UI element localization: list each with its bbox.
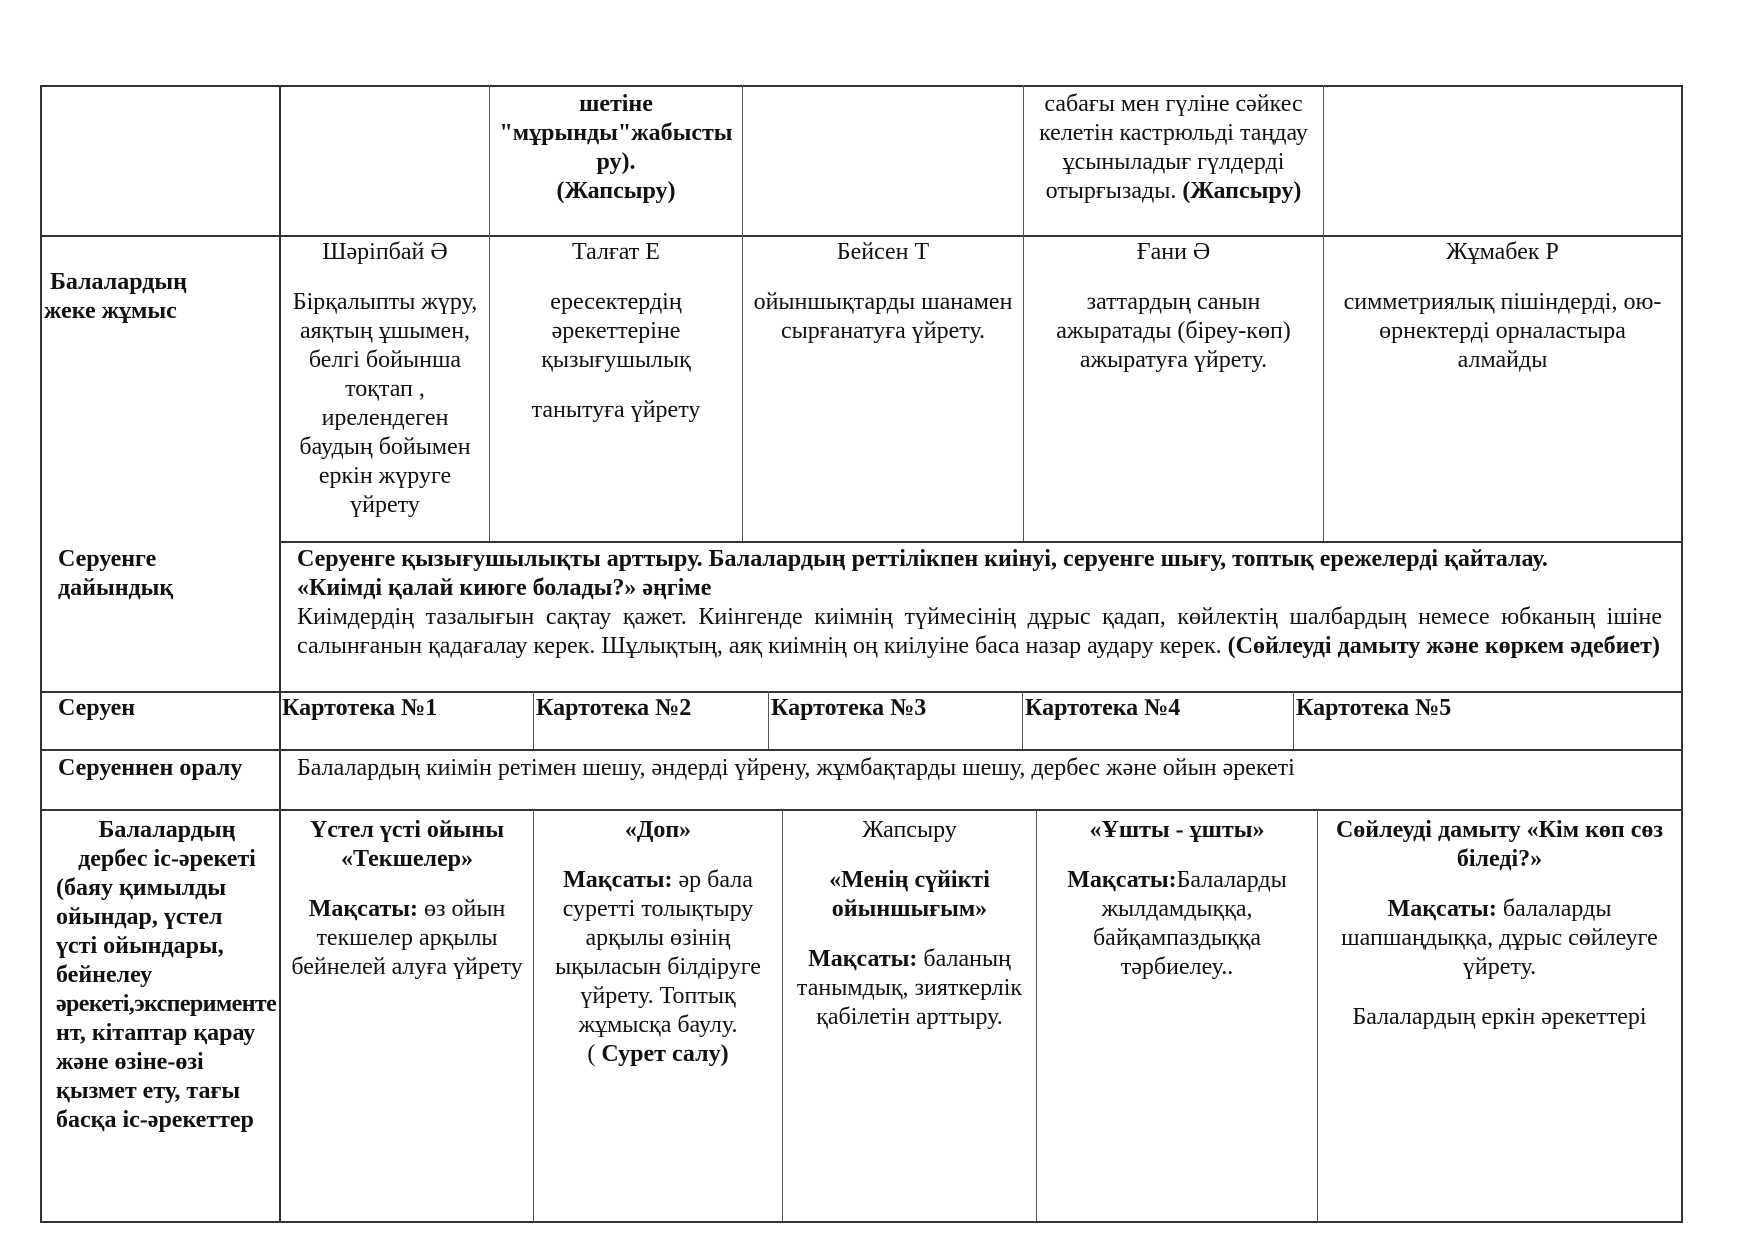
text-line: тоқтап , <box>345 376 425 402</box>
text-bold: (Жапсыру) <box>1182 178 1302 204</box>
label-line: ойындар, үстел <box>56 904 223 930</box>
goal-line: үйрету. Топтық <box>580 983 736 1009</box>
activity-subtitle <box>783 866 1036 924</box>
subtitle-line: «Менің сүйікті <box>829 867 990 893</box>
text-line: ұсыныладығ гүлдерді <box>1062 149 1285 175</box>
activity-col-1 <box>281 816 533 982</box>
text-line: сырғанатуға үйрету. <box>780 318 986 344</box>
walk-divider-2 <box>768 691 769 749</box>
text-line: танытуға үйрету <box>531 397 701 423</box>
activity-col-3 <box>783 816 1036 1032</box>
prep-content <box>297 545 1662 661</box>
child-name: Ғани Ә <box>1136 239 1211 265</box>
activity-title: «Текшелер» <box>341 846 473 872</box>
goal-line: шапшаңдыққа, дұрыс сөйлеуге <box>1341 925 1658 951</box>
text-line: сабағы мен гүліне сәйкес <box>1044 91 1303 117</box>
goal-line: бейнелей алуға үйрету <box>291 954 523 980</box>
goal-label: Мақсаты: <box>1067 867 1177 893</box>
goal-line: жылдамдыққа, <box>1101 896 1253 922</box>
row1-col2-cell <box>490 90 742 206</box>
card-link-2[interactable]: Картотека №2 <box>536 695 692 721</box>
return-text: Балалардың киімін ретімен шешу, әндерді үйрену, жұмбақтарды шешу, дербес және ойын әрекеті <box>297 755 1295 781</box>
label-line: нт, кітаптар қарау <box>56 1020 256 1046</box>
text-line: (Жапсыру) <box>556 178 676 204</box>
goal-label: Мақсаты: <box>563 867 673 893</box>
child-name: Талғат Е <box>572 239 660 265</box>
text-line: үйрету <box>350 492 420 518</box>
goal-line <box>1318 895 1681 924</box>
activity-title: Сөйлеуді дамыту «Кім көп сөз <box>1335 817 1664 843</box>
text-line: белгі бойынша <box>308 347 462 373</box>
child-name: Бейсен Т <box>836 239 930 265</box>
goal-label: Мақсаты: <box>808 946 918 972</box>
goal-line <box>783 945 1036 974</box>
activity-col-4 <box>1037 816 1317 982</box>
goal-text: Балаларды <box>1176 867 1287 893</box>
goal-line: қабілетін арттыру. <box>816 1004 1003 1030</box>
text-line: ирелендеген <box>321 405 449 431</box>
label-line: Балалардың <box>50 269 187 295</box>
label-line: және өзіне-өзі <box>56 1049 204 1075</box>
goal-line: жұмысқа баулу. <box>578 1012 738 1038</box>
prep-body-bold: (Сөйлеуді дамыту және көркем әдебиет) <box>1227 633 1660 659</box>
free-activity: Балалардың еркін әрекеттері <box>1352 1004 1647 1030</box>
label-line: дербес іс-әрекеті <box>78 846 256 872</box>
goal-line: текшелер арқылы <box>316 925 498 951</box>
text-line: ересектердің <box>550 289 682 315</box>
row-divider-2 <box>280 541 1683 543</box>
row1-col4-cell <box>1024 90 1323 206</box>
row-divider-1 <box>40 235 1683 237</box>
activity-col-2 <box>534 816 782 1069</box>
goal-line: арқылы өзінің <box>585 925 731 951</box>
goal-line: танымдық, зияткерлік <box>796 975 1023 1001</box>
tail-bold: Сурет салу) <box>601 1041 729 1067</box>
independent-label <box>56 816 278 1135</box>
row-divider-5 <box>40 809 1683 811</box>
individual-col-3 <box>743 238 1023 346</box>
label-line: (баяу қимылды <box>56 875 227 901</box>
child-name: Жұмабек Р <box>1446 239 1559 265</box>
text-plain: отырғызады. <box>1045 178 1177 204</box>
text-line: ажыратады (біреу-көп) <box>1056 318 1291 344</box>
label-line: қызмет ету, тағы <box>56 1078 241 1104</box>
task-text <box>281 288 489 520</box>
activity-title: Жапсыру <box>862 817 957 843</box>
walk-divider-3 <box>1022 691 1023 749</box>
text-line: симметриялық пішіндерді, ою- <box>1343 289 1662 315</box>
text-line: қызығушылық <box>541 347 691 373</box>
subtitle-line: ойыншығым» <box>831 896 988 922</box>
label-line: Балалардың <box>98 817 236 843</box>
text-line: шетіне <box>579 91 653 117</box>
table-border-top <box>40 85 1683 87</box>
activity-title: біледі?» <box>1456 846 1543 872</box>
goal-text: өз ойын <box>424 896 506 922</box>
goal-line: байқампаздыққа <box>1092 925 1262 951</box>
prep-label <box>58 545 276 603</box>
goal-line <box>534 866 782 895</box>
individual-col-1 <box>281 238 489 520</box>
row-divider-3 <box>40 691 1683 693</box>
label-line: бейнелеу <box>56 962 153 988</box>
activity-title: «Доп» <box>624 817 692 843</box>
label-line: үсті ойындары, <box>56 933 224 959</box>
text-line: Бірқалыпты жүру, <box>292 289 478 315</box>
text-line: "мұрынды"жабысты <box>499 120 733 146</box>
goal-line <box>534 1040 782 1069</box>
goal-text: әр бала <box>678 867 753 893</box>
text-line: әрекеттеріне <box>551 318 681 344</box>
card-link-5[interactable]: Картотека №5 <box>1296 695 1452 721</box>
label-line: басқа іс-әрекеттер <box>56 1107 254 1133</box>
text-line: баудың бойымен <box>299 434 471 460</box>
tail-paren: ( <box>587 1041 596 1067</box>
walk-label: Серуен <box>58 695 136 721</box>
individual-col-5 <box>1324 238 1681 375</box>
walk-divider-4 <box>1293 691 1294 749</box>
goal-line: тәрбиелеу.. <box>1120 954 1234 980</box>
text-line: ажыратуға үйрету. <box>1079 347 1268 373</box>
prep-conversation-title: «Киімді қалай киюге болады?» әңгіме <box>297 575 712 601</box>
return-label: Серуеннен оралу <box>58 755 243 781</box>
label-line: жеке жұмыс <box>44 298 177 324</box>
walk-divider-1 <box>533 691 534 749</box>
task-text <box>1324 288 1681 375</box>
individual-col-2 <box>490 238 742 425</box>
goal-line: ықыласын білдіруге <box>555 954 761 980</box>
activity-col-5 <box>1318 816 1681 1032</box>
text-line: келетін кастрюльді таңдау <box>1039 120 1308 146</box>
card-link-4[interactable]: Картотека №4 <box>1025 695 1181 721</box>
row-divider-4 <box>40 749 1683 751</box>
prep-heading: Серуенге қызығушылықты арттыру. Балалардың реттілікпен киінуі, серуенге шығу, топтық ережелерді қайталау. <box>297 546 1548 572</box>
task-text <box>743 288 1023 346</box>
label-line: әрекеті,эксперименте <box>56 991 277 1017</box>
task-text <box>1024 288 1323 375</box>
goal-text: баланың <box>923 946 1011 972</box>
text-line: ойыншықтарды шанамен <box>753 289 1013 315</box>
table-border-bottom <box>40 1221 1683 1223</box>
prep-body <box>297 603 1662 661</box>
label-line: Серуенге <box>58 546 157 572</box>
goal-line <box>281 895 533 924</box>
goal-label: Мақсаты: <box>308 896 419 922</box>
individual-label <box>44 268 276 326</box>
label-line: дайындық <box>58 575 174 601</box>
text-line: өрнектерді орналастыра <box>1379 318 1626 344</box>
text-line: еркін жүруге <box>318 463 452 489</box>
text-line: аяқтың ұшымен, <box>299 318 471 344</box>
text-line <box>1024 177 1323 206</box>
table-border-right <box>1681 85 1683 1223</box>
goal-label: Мақсаты: <box>1387 896 1497 922</box>
table-border-left <box>40 85 42 1223</box>
card-link-1[interactable]: Картотека №1 <box>282 695 438 721</box>
individual-col-4 <box>1024 238 1323 375</box>
child-name: Шәріпбай Ә <box>322 239 448 265</box>
text-line: алмайды <box>1457 347 1548 373</box>
prep-body-text: Киімдердің тазалығын сақтау қажет. Киінгенде киімнің түймесінің дұрыс қадап, көйлектің шалбардың немесе юбканың ішіне салынғанын қадағалау керек. Шұлықтың, аяқ киімнің оң киілуіне баса назар аудару керек. <box>297 604 1662 659</box>
goal-text: балаларды <box>1502 896 1612 922</box>
goal-line: суретті толықтыру <box>562 896 754 922</box>
activity-title: Үстел үсті ойыны <box>309 817 505 843</box>
task-text <box>490 288 742 375</box>
card-link-3[interactable]: Картотека №3 <box>771 695 927 721</box>
text-line: заттардың санын <box>1086 289 1261 315</box>
text-line: ру). <box>596 149 636 175</box>
goal-line <box>1037 866 1317 895</box>
activity-title: «Ұшты - ұшты» <box>1089 817 1265 843</box>
goal-line: үйрету. <box>1462 954 1537 980</box>
